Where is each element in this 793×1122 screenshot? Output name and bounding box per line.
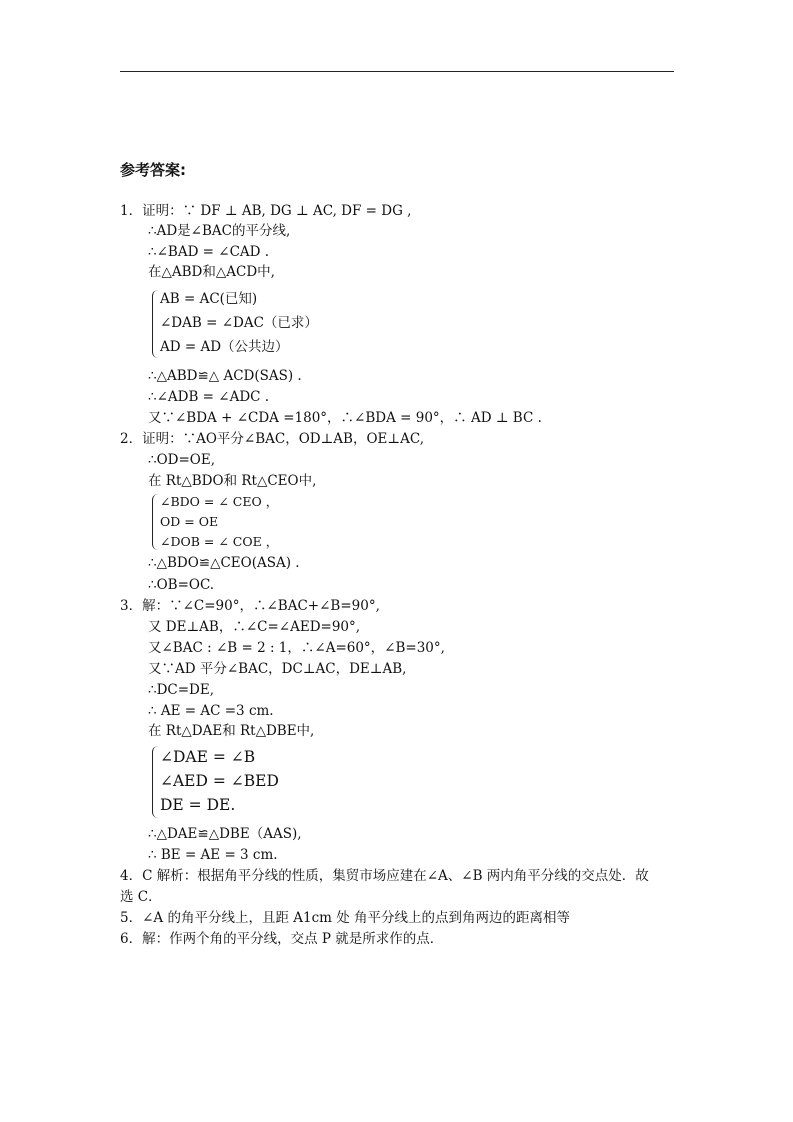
q2-system-brace [152, 494, 159, 550]
q3-line-6: ∴ AE = AC =3 cm. [148, 703, 274, 719]
q3-line-7: 在 Rt△DAE和 Rt△DBE中, [148, 723, 315, 739]
q3-line-5: ∴DC=DE, [148, 682, 215, 698]
q1-line-5: ∴△ABD≌△ ACD(SAS) . [148, 368, 302, 384]
q3-line-4: 又∵AD 平分∠BAC，DC⊥AC，DE⊥AB, [148, 661, 407, 677]
q2-line-3: 在 Rt△BDO和 Rt△CEO中, [148, 473, 317, 489]
q3-line-1: 3．解：∵∠C=90°，∴∠BAC+∠B=90°, [120, 598, 380, 614]
q2-line-1: 2．证明：∵AO平分∠BAC，OD⊥AB，OE⊥AC, [120, 431, 424, 447]
q1-system-row-2: ∠DAB = ∠DAC（已求） [160, 315, 318, 331]
header-rule [120, 71, 674, 72]
q1-line-1: 1．证明：∵ DF ⊥ AB, DG ⊥ AC, DF = DG , [120, 203, 412, 219]
q5-line-1: 5．∠A 的角平分线上，且距 A1cm 处 角平分线上的点到角两边的距离相等 [120, 910, 571, 926]
q6-line-1: 6．解：作两个角的平分线，交点 P 就是所求作的点． [120, 931, 444, 947]
q1-line-3: ∴∠BAD = ∠CAD . [148, 244, 270, 260]
q3-system-row-1: ∠DAE = ∠B [160, 748, 256, 766]
q1-line-6: ∴∠ADB = ∠ADC . [148, 389, 270, 405]
q1-line-4: 在△ABD和△ACD中, [148, 264, 275, 280]
q1-line-2: ∴AD是∠BAC的平分线, [148, 223, 291, 239]
q2-system-row-1: ∠BDO = ∠ CEO ， [160, 494, 279, 509]
q3-line-3: 又∠BAC : ∠B = 2 : 1，∴∠A=60°，∠B=30°, [148, 640, 445, 656]
q3-line-2: 又 DE⊥AB，∴∠C=∠AED=90°, [148, 619, 361, 635]
q1-line-7: 又∵∠BDA + ∠CDA =180°，∴∠BDA = 90°，∴ AD ⊥ BC . [148, 410, 542, 426]
q2-system-row-3: ∠DOB = ∠ COE ， [160, 534, 279, 549]
q2-line-5: ∴OB=OC. [148, 577, 215, 593]
q3-system-row-2: ∠AED = ∠BED [160, 772, 279, 790]
q1-system-row-1: AB = AC(已知) [160, 291, 258, 307]
q3-system-row-3: DE = DE. [160, 796, 236, 814]
q2-system-row-2: OD = OE [160, 514, 219, 529]
q3-line-9: ∴ BE = AE = 3 cm. [148, 847, 278, 863]
q2-line-4: ∴△BDO≌△CEO(ASA) . [148, 555, 300, 571]
q1-system-row-3: AD = AD（公共边） [160, 339, 289, 355]
q4-line-2: 选 C． [120, 889, 162, 905]
q2-line-2: ∴OD=OE, [148, 452, 216, 468]
answers-title: 参考答案: [120, 161, 186, 179]
q1-system-brace [152, 290, 159, 358]
q4-line-1: 4．C 解析：根据角平分线的性质，集贸市场应建在∠A、∠B 两内角平分线的交点处．故 [120, 868, 649, 884]
q3-line-8: ∴△DAE≌△DBE（AAS), [148, 826, 302, 842]
q3-system-brace [152, 746, 159, 818]
